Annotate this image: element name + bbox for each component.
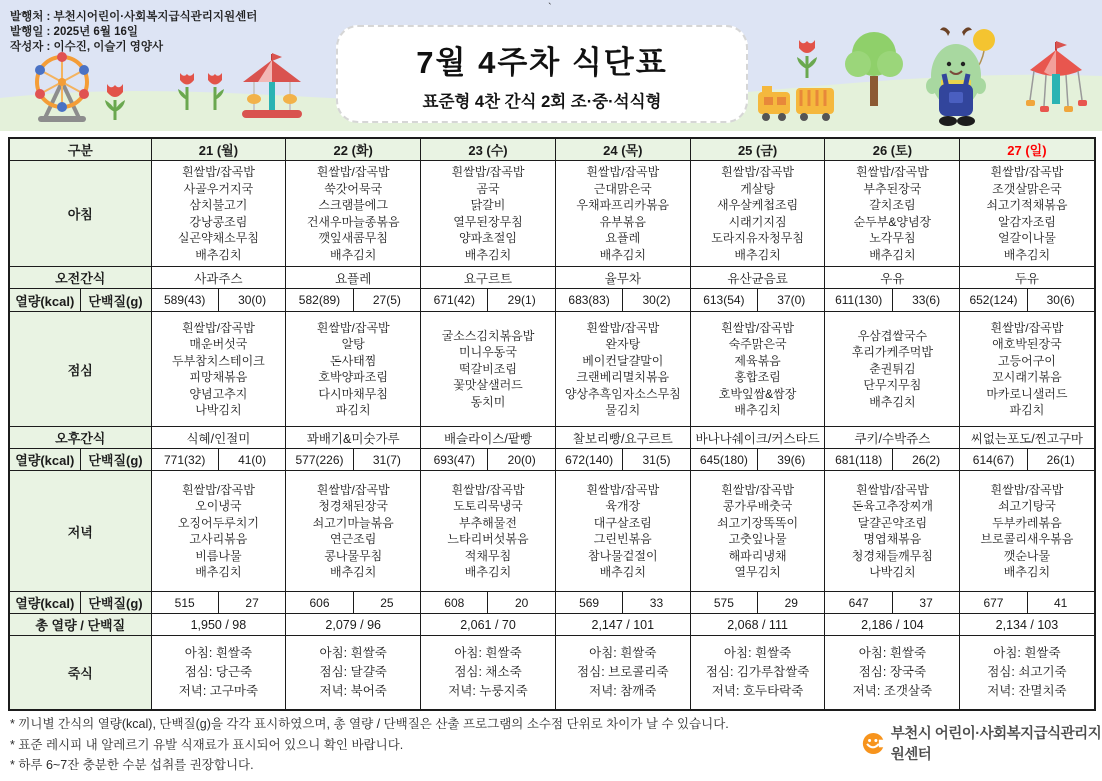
menu-item: 도토리묵냉국 <box>453 499 523 513</box>
menu-item: 새우살케첩조림 <box>717 198 799 212</box>
menu-item: 배추김치 <box>330 247 377 262</box>
menu-item: 쇠고기탕국 <box>997 499 1056 513</box>
menu-item: 흰쌀밥/잡곡밥 <box>316 165 390 179</box>
page-title: 7월 4주차 식단표 <box>416 44 668 80</box>
lunch-cell <box>960 312 1095 427</box>
menu-item: 쇠고기장똑똑이 <box>717 515 799 530</box>
menu-item: 배추김치 <box>869 247 916 262</box>
menu-item: 우채파프리카볶음 <box>576 198 670 212</box>
kcal-value: 606 <box>286 592 353 614</box>
corner-label: 구분 <box>9 138 151 161</box>
protein-value: 33 <box>623 592 690 614</box>
menu-item: 대구살조림 <box>593 515 652 530</box>
row-label-pm-snack: 오후간식 <box>9 427 151 449</box>
porridge-item: 저녁: 호두타락죽 <box>711 683 804 698</box>
kcal-value: 575 <box>690 592 757 614</box>
menu-item: 갈치조림 <box>869 198 916 212</box>
breakfast-cell <box>286 161 421 267</box>
menu-item: 돈육고추장찌개 <box>851 499 933 513</box>
menu-item: 부추해물전 <box>459 515 517 530</box>
menu-item: 해파리냉채 <box>728 548 787 563</box>
menu-item: 완자탕 <box>605 337 641 351</box>
menu-item: 춘권튀김 <box>869 361 916 376</box>
lunch-cell <box>825 312 960 427</box>
protein-value: 26(2) <box>892 449 959 471</box>
menu-item: 그린빈볶음 <box>593 532 652 546</box>
menu-item: 흰쌀밥/잡곡밥 <box>316 320 390 335</box>
kcal-value: 582(89) <box>286 289 353 312</box>
kcal-value: 693(47) <box>421 449 488 471</box>
am-snack-cell: 우유 <box>825 267 960 289</box>
title-box <box>336 25 748 123</box>
stray-mark: ` <box>548 2 552 14</box>
kcal-value: 611(130) <box>825 289 892 312</box>
menu-item: 쑥갓어묵국 <box>324 181 383 196</box>
kcal-value: 647 <box>825 592 892 614</box>
tulip-icon <box>794 36 820 80</box>
menu-item: 단무지무침 <box>863 378 922 393</box>
dinner-cell <box>960 471 1095 592</box>
menu-item: 숙주맑은국 <box>728 337 787 351</box>
porridge-item: 아침: 흰쌀죽 <box>723 645 792 660</box>
menu-item: 흰쌀밥/잡곡밥 <box>181 320 255 335</box>
protein-value: 29(1) <box>488 289 555 312</box>
kcal-value: 569 <box>555 592 622 614</box>
menu-item: 시래기지짐 <box>728 214 787 229</box>
kcal-value: 672(140) <box>555 449 622 471</box>
train-icon <box>756 82 836 124</box>
mascot-icon <box>922 24 1000 128</box>
ferris-wheel-icon <box>26 50 98 126</box>
menu-item: 꼬시래기볶음 <box>992 370 1062 384</box>
menu-item: 후리가케주먹밥 <box>851 345 933 360</box>
menu-item: 곰국 <box>476 181 500 196</box>
row-label-dinner: 저녁 <box>9 471 151 592</box>
protein-value: 29 <box>758 592 825 614</box>
menu-item: 배추김치 <box>599 247 646 262</box>
menu-item: 파김치 <box>1009 403 1045 417</box>
total-value-cell: 2,061 / 70 <box>421 614 556 636</box>
menu-item: 홍합조림 <box>734 370 781 384</box>
row-label-total: 총 열량 / 단백질 <box>9 614 151 636</box>
menu-item: 흰쌀밥/잡곡밥 <box>586 320 660 335</box>
protein-value: 37 <box>892 592 959 614</box>
kcal-value: 608 <box>421 592 488 614</box>
menu-item: 배추김치 <box>464 247 512 262</box>
carousel-icon <box>238 52 306 124</box>
author-line: 작성자 : 이수진, 이슬기 영양사 <box>10 41 164 53</box>
kcal-value: 613(54) <box>690 289 757 312</box>
menu-item: 도라지유자청무침 <box>711 231 804 245</box>
porridge-item: 저녁: 조갯살죽 <box>852 683 933 698</box>
total-value-cell: 2,068 / 111 <box>690 614 825 636</box>
menu-item: 참나물겉절이 <box>588 548 658 563</box>
menu-item: 배추김치 <box>599 565 646 579</box>
protein-value: 41(0) <box>218 449 285 471</box>
kcal-label: 열량(kcal) <box>9 592 80 614</box>
publisher-line: 발행처 : 부천시어린이·사회복지급식관리지원센터 <box>10 11 258 23</box>
menu-item: 비름나물 <box>195 548 242 563</box>
day-header: 27 (일) <box>960 138 1095 161</box>
dinner-cell <box>286 471 421 592</box>
kcal-label: 열량(kcal) <box>9 449 80 471</box>
pm-snack-cell: 쿠키/수박쥬스 <box>825 427 960 449</box>
day-header: 23 (수) <box>421 138 556 161</box>
menu-item: 닭갈비 <box>470 198 506 212</box>
total-value-cell: 2,079 / 96 <box>286 614 421 636</box>
kcal-value: 515 <box>151 592 218 614</box>
page-subtitle: 표준형 4찬 간식 2회 조·중·석식형 <box>422 92 662 111</box>
kcal-value: 681(118) <box>825 449 892 471</box>
row-label-breakfast: 아침 <box>9 161 151 267</box>
footer-note: * 끼니별 간식의 열량(kcal), 단백질(g)을 각각 표시하였으며, 총 열량 / 단백질은 산출 프로그램의 소수점 단위로 차이가 날 수 있습니다. <box>10 717 729 731</box>
menu-item: 피망채볶음 <box>189 370 248 384</box>
menu-item: 고등어구이 <box>997 353 1056 368</box>
menu-item: 노각무침 <box>869 231 916 245</box>
dinner-cell <box>555 471 690 592</box>
menu-item: 호박잎쌈&쌈장 <box>718 386 797 401</box>
protein-value: 27(5) <box>353 289 420 312</box>
menu-item: 나박김치 <box>869 565 916 579</box>
dinner-cell <box>421 471 556 592</box>
pm-snack-cell: 바나나쉐이크/커스타드 <box>690 427 825 449</box>
am-snack-cell: 율무차 <box>555 267 690 289</box>
protein-value: 31(5) <box>623 449 690 471</box>
menu-item: 실곤약채소무침 <box>177 231 259 245</box>
protein-value: 33(6) <box>892 289 959 312</box>
pm-snack-cell: 배슬라이스/팥빵 <box>421 427 556 449</box>
publisher-info <box>10 10 257 55</box>
lunch-cell <box>421 312 556 427</box>
menu-item: 콩가루배춧국 <box>722 499 793 513</box>
porridge-item: 점심: 채소죽 <box>454 664 522 679</box>
porridge-item: 저녁: 고구마죽 <box>178 683 259 698</box>
menu-item: 적채무침 <box>464 548 512 563</box>
menu-item: 흰쌀밥/잡곡밥 <box>586 482 660 497</box>
kcal-value: 577(226) <box>286 449 353 471</box>
porridge-cell <box>286 636 421 710</box>
menu-item: 삼치불고기 <box>189 198 248 212</box>
menu-item: 굴소스김치볶음밥 <box>441 328 535 343</box>
protein-value: 20 <box>488 592 555 614</box>
breakfast-cell <box>555 161 690 267</box>
protein-value: 26(1) <box>1027 449 1094 471</box>
menu-item: 떡갈비조림 <box>459 361 517 376</box>
porridge-cell <box>555 636 690 710</box>
menu-item: 느타리버섯볶음 <box>447 532 529 546</box>
row-label-lunch: 점심 <box>9 312 151 427</box>
menu-item: 콩나물무침 <box>324 548 383 563</box>
porridge-item: 점심: 쇠고기죽 <box>987 664 1067 679</box>
menu-item: 부추된장국 <box>863 181 922 196</box>
protein-value: 30(0) <box>218 289 285 312</box>
header-banner <box>0 0 1102 131</box>
menu-item: 명엽채볶음 <box>863 532 922 546</box>
menu-item: 스크램블에그 <box>318 198 388 212</box>
porridge-item: 점심: 당근죽 <box>184 664 253 679</box>
protein-value: 30(2) <box>623 289 690 312</box>
porridge-item: 점심: 장국죽 <box>858 664 927 679</box>
menu-item: 배추김치 <box>195 247 242 262</box>
menu-item: 브로콜리새우볶음 <box>980 532 1074 546</box>
dinner-cell <box>690 471 825 592</box>
menu-item: 조갯살맑은국 <box>992 181 1062 196</box>
menu-item: 돈사태찜 <box>330 353 377 368</box>
footer-notes <box>10 714 729 776</box>
menu-item: 흰쌀밥/잡곡밥 <box>990 482 1064 497</box>
menu-item: 파김치 <box>335 403 371 417</box>
pm-snack-cell: 찰보리빵/요구르트 <box>555 427 690 449</box>
pm-snack-cell: 꽈배기&미숫가루 <box>286 427 421 449</box>
lunch-cell <box>555 312 690 427</box>
protein-value: 31(7) <box>353 449 420 471</box>
menu-item: 건새우마늘종볶음 <box>306 214 400 229</box>
dinner-cell <box>151 471 286 592</box>
lunch-cell <box>151 312 286 427</box>
protein-label: 단백질(g) <box>80 449 151 471</box>
menu-item: 청경채들깨무침 <box>851 548 933 563</box>
swing-ride-icon <box>1022 40 1090 128</box>
porridge-item: 저녁: 참깨죽 <box>589 683 657 698</box>
tulip-pair-icon <box>176 70 228 114</box>
menu-item: 흰쌀밥/잡곡밥 <box>855 165 929 179</box>
menu-item: 근대맑은국 <box>593 181 652 196</box>
porridge-item: 점심: 브로콜리죽 <box>577 664 669 679</box>
menu-item: 순두부&양념장 <box>853 214 932 229</box>
am-snack-cell: 유산균음료 <box>690 267 825 289</box>
menu-item: 청경채된장국 <box>318 499 388 513</box>
row-label-am-snack: 오전간식 <box>9 267 151 289</box>
menu-item: 쇠고기마늘볶음 <box>312 515 394 530</box>
pm-snack-cell: 식혜/인절미 <box>151 427 286 449</box>
porridge-item: 저녁: 잔멸치죽 <box>987 683 1067 698</box>
menu-item: 배추김치 <box>734 403 781 417</box>
menu-item: 알감자조림 <box>997 214 1056 229</box>
am-snack-cell: 두유 <box>960 267 1095 289</box>
protein-label: 단백질(g) <box>80 592 151 614</box>
am-snack-cell: 사과주스 <box>151 267 286 289</box>
menu-item: 게살탕 <box>740 181 775 196</box>
kcal-value: 645(180) <box>690 449 757 471</box>
kcal-value: 589(43) <box>151 289 218 312</box>
row-label-porridge: 죽식 <box>9 636 151 710</box>
porridge-item: 점심: 김가루찹쌀죽 <box>705 664 810 679</box>
menu-item: 연근조림 <box>330 532 377 546</box>
porridge-item: 아침: 흰쌀죽 <box>858 645 927 660</box>
smiley-logo-icon <box>862 730 885 757</box>
am-snack-cell: 요플레 <box>286 267 421 289</box>
center-logo <box>862 722 1102 764</box>
menu-item: 고춧잎나물 <box>728 532 787 546</box>
menu-item: 깻잎새콤무침 <box>318 231 388 245</box>
menu-item: 흰쌀밥/잡곡밥 <box>990 320 1064 335</box>
menu-item: 흰쌀밥/잡곡밥 <box>451 165 525 179</box>
menu-item: 물김치 <box>605 403 641 417</box>
menu-item: 얼갈이나물 <box>997 231 1056 245</box>
menu-item: 양파초절임 <box>459 231 517 245</box>
menu-item: 요플레 <box>605 231 641 245</box>
menu-item: 양상추흑임자소스무침 <box>564 386 681 401</box>
menu-item: 쇠고기적채볶음 <box>986 198 1068 212</box>
menu-item: 동치미 <box>470 394 506 409</box>
menu-item: 매운버섯국 <box>189 337 248 351</box>
tree-icon <box>843 26 905 110</box>
menu-item: 다시마채무침 <box>318 386 388 401</box>
publish-date-line: 발행일 : 2025년 6월 16일 <box>10 26 139 38</box>
menu-item: 배추김치 <box>195 565 242 579</box>
footer-note: * 하루 6~7잔 충분한 수분 섭취를 권장합니다. <box>10 758 254 772</box>
menu-item: 마카로니샐러드 <box>986 386 1068 401</box>
kcal-value: 671(42) <box>421 289 488 312</box>
menu-item: 열무된장무침 <box>453 214 523 229</box>
breakfast-cell <box>421 161 556 267</box>
protein-value: 30(6) <box>1027 289 1094 312</box>
menu-item: 육개장 <box>605 499 641 513</box>
menu-item: 꽃맛살샐러드 <box>453 378 523 393</box>
day-header: 21 (월) <box>151 138 286 161</box>
menu-item: 배추김치 <box>869 394 916 409</box>
menu-item: 베이컨달걀말이 <box>582 353 664 368</box>
tulip-icon <box>102 80 128 122</box>
menu-item: 사골우거지국 <box>183 181 254 196</box>
menu-item: 오이냉국 <box>195 499 242 513</box>
day-header: 24 (목) <box>555 138 690 161</box>
menu-item: 애호박된장국 <box>992 337 1062 351</box>
porridge-item: 저녁: 북어죽 <box>319 683 387 698</box>
footer-note: * 표준 레시피 내 알레르기 유발 식재료가 표시되어 있으니 확인 바랍니다. <box>10 737 404 752</box>
menu-item: 흰쌀밥/잡곡밥 <box>181 482 255 497</box>
menu-item: 흰쌀밥/잡곡밥 <box>721 320 795 335</box>
kcal-value: 652(124) <box>960 289 1027 312</box>
protein-value: 25 <box>353 592 420 614</box>
kcal-value: 683(83) <box>555 289 622 312</box>
protein-value: 41 <box>1027 592 1094 614</box>
menu-item: 흰쌀밥/잡곡밥 <box>721 482 795 497</box>
menu-item: 양념고추지 <box>189 386 248 401</box>
breakfast-cell <box>690 161 825 267</box>
menu-item: 배추김치 <box>1003 247 1051 262</box>
menu-item: 흰쌀밥/잡곡밥 <box>586 165 660 179</box>
menu-item: 달걀곤약조림 <box>857 515 928 530</box>
lunch-cell <box>690 312 825 427</box>
menu-item: 제육볶음 <box>734 353 781 368</box>
porridge-item: 아침: 흰쌀죽 <box>184 645 253 660</box>
menu-item: 미니우동국 <box>459 345 517 360</box>
pm-snack-cell: 씨없는포도/찐고구마 <box>960 427 1095 449</box>
porridge-item: 아침: 흰쌀죽 <box>319 645 387 660</box>
porridge-item: 아침: 흰쌀죽 <box>993 645 1061 660</box>
kcal-value: 771(32) <box>151 449 218 471</box>
lunch-cell <box>286 312 421 427</box>
protein-value: 20(0) <box>488 449 555 471</box>
total-value-cell: 2,147 / 101 <box>555 614 690 636</box>
menu-item: 강낭콩조림 <box>189 214 248 229</box>
porridge-cell <box>960 636 1095 710</box>
protein-value: 37(0) <box>758 289 825 312</box>
protein-label: 단백질(g) <box>80 289 151 312</box>
menu-item: 고사리볶음 <box>189 532 248 546</box>
kcal-label: 열량(kcal) <box>9 289 80 312</box>
porridge-item: 아침: 흰쌀죽 <box>589 645 657 660</box>
menu-item: 열무김치 <box>734 565 781 579</box>
menu-item: 깻순나물 <box>1003 548 1051 563</box>
menu-item: 두부카레볶음 <box>992 515 1062 530</box>
porridge-item: 점심: 달걀죽 <box>319 664 387 679</box>
day-header: 26 (토) <box>825 138 960 161</box>
menu-item: 흰쌀밥/잡곡밥 <box>721 165 795 179</box>
menu-item: 배추김치 <box>1003 565 1051 579</box>
menu-item: 두부참치스테이크 <box>172 353 265 368</box>
dinner-cell <box>825 471 960 592</box>
porridge-cell <box>690 636 825 710</box>
menu-item: 배추김치 <box>734 247 781 262</box>
logo-text: 부천시 어린이·사회복지급식관리지원센터 <box>890 726 1102 763</box>
menu-item: 배추김치 <box>464 565 512 579</box>
porridge-cell <box>825 636 960 710</box>
meal-plan-table <box>8 137 1096 711</box>
menu-item: 나박김치 <box>195 403 242 417</box>
protein-value: 27 <box>218 592 285 614</box>
porridge-cell <box>421 636 556 710</box>
breakfast-cell <box>825 161 960 267</box>
menu-item: 유부볶음 <box>599 214 646 229</box>
total-value-cell: 2,186 / 104 <box>825 614 960 636</box>
am-snack-cell: 요구르트 <box>421 267 556 289</box>
total-value-cell: 2,134 / 103 <box>960 614 1095 636</box>
kcal-value: 677 <box>960 592 1027 614</box>
menu-item: 흰쌀밥/잡곡밥 <box>451 482 525 497</box>
porridge-cell <box>151 636 286 710</box>
menu-item: 우삼겹쌀국수 <box>857 328 928 343</box>
total-value-cell: 1,950 / 98 <box>151 614 286 636</box>
kcal-value: 614(67) <box>960 449 1027 471</box>
menu-item: 흰쌀밥/잡곡밥 <box>181 165 255 179</box>
porridge-item: 아침: 흰쌀죽 <box>454 645 522 660</box>
menu-item: 흰쌀밥/잡곡밥 <box>855 482 929 497</box>
breakfast-cell <box>151 161 286 267</box>
breakfast-cell <box>960 161 1095 267</box>
menu-item: 배추김치 <box>330 565 377 579</box>
protein-value: 39(6) <box>758 449 825 471</box>
menu-item: 호박양파조림 <box>318 370 388 384</box>
menu-item: 오징어두루치기 <box>177 515 259 530</box>
menu-item: 흰쌀밥/잡곡밥 <box>990 165 1064 179</box>
menu-item: 알탕 <box>341 337 365 351</box>
day-header: 25 (금) <box>690 138 825 161</box>
menu-item: 크랜베리멸치볶음 <box>576 370 670 384</box>
day-header: 22 (화) <box>286 138 421 161</box>
porridge-item: 저녁: 누룽지죽 <box>448 683 528 698</box>
menu-item: 흰쌀밥/잡곡밥 <box>316 482 390 497</box>
